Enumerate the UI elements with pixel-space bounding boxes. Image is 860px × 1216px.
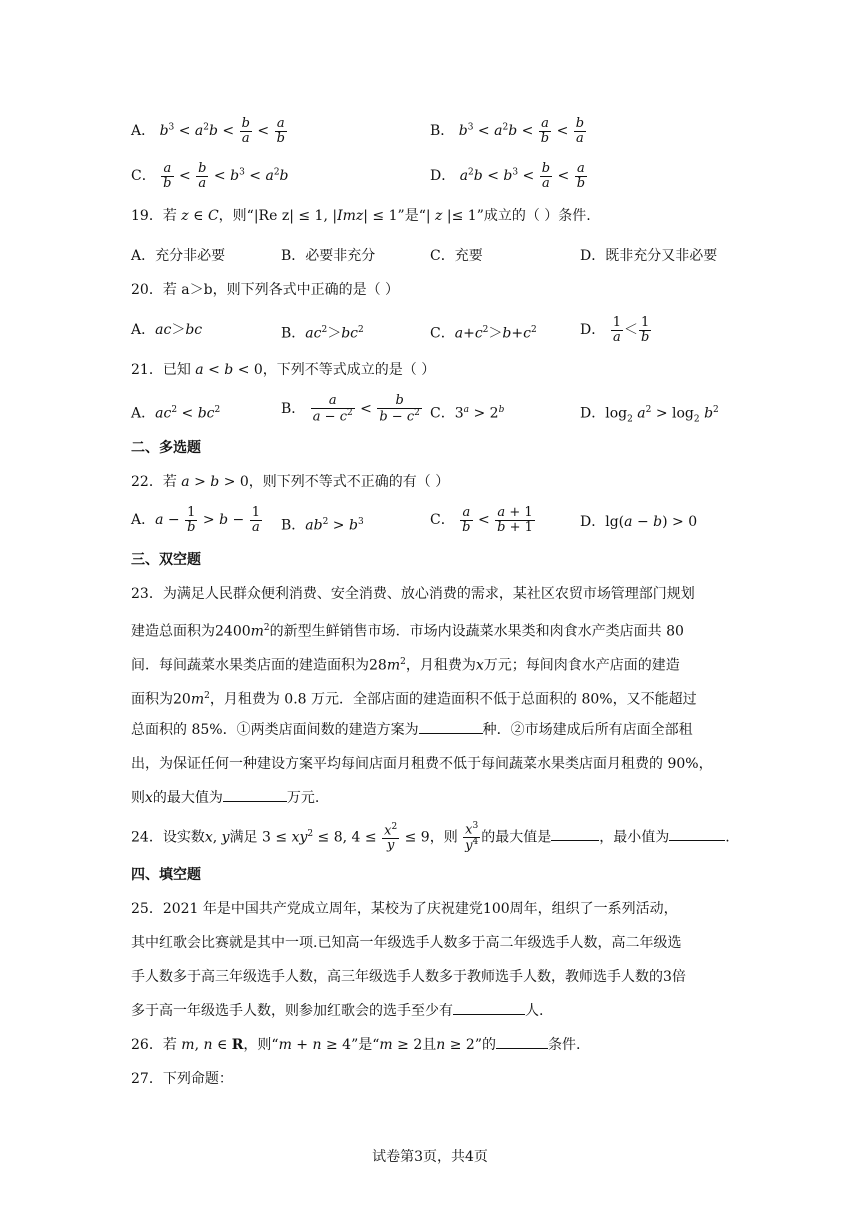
answer-blank (551, 827, 599, 841)
question-25-line-4: 多于高一年级选手人数，则参加红歌会的选手至少有 人. (131, 1003, 544, 1019)
q19-option-a: A．充分非必要 (131, 248, 226, 264)
q21-option-b: B． $\frac{a}{a - c^2}$ < $\frac{b}{b - c^2}$ (281, 393, 420, 424)
question-25-line-3: 手人数多于高三年级选手人数，高三年级选手人数多于教师选手人数，教师选手人数的3倍 (131, 969, 686, 985)
question-20-stem: 20．若 a＞b，则下列各式中正确的是（ ） (131, 282, 400, 298)
q19-option-c: C．充要 (430, 248, 483, 264)
question-27-stem: 27．下列命题： (131, 1071, 233, 1087)
question-23-line-7: 则x的最大值为 万元. (131, 790, 320, 806)
q22-option-c: C． $\frac{a}{b}$ < $\frac{a + 1}{b + 1}$ (430, 505, 533, 535)
section-heading-double-blank: 三、双空题 (131, 552, 201, 568)
q19-option-b: B．必要非充分 (281, 248, 376, 264)
q22-option-d: D．lg(a − b) > 0 (580, 514, 698, 530)
question-23-line-4: 面积为$20m^2$，月租费为 0.8 万元．全部店面的建造面积不低于总面积的 80%，又不能超过 (131, 691, 697, 708)
question-25-line-2: 其中红歌会比赛就是其中一项.已知高一年级选手人数多于高二年级选手人数，高二年级选 (131, 935, 682, 951)
q20-option-d: D． $\frac{1}{a}$ ＜ $\frac{1}{b}$ (580, 315, 650, 345)
q18-option-b: B． $b^3 < a^2b$ < $\frac{a}{b}$ < $\frac{b}{a}$ (430, 116, 585, 146)
question-25-line-1: 25．2021 年是中国共产党成立周年，某校为了庆祝建党100周年，组织了一系列活动， (131, 901, 678, 917)
q20-option-b: B．$ac^2>bc^2$ (281, 325, 364, 342)
answer-blank (223, 788, 287, 802)
q20-option-a: A．ac＞bc (131, 322, 203, 338)
q21-option-d: D．$\log_2 a^2 > \log_2 b^2$ (580, 405, 719, 425)
question-19-stem: 19．若 z ∈ C，则“|Re z| ≤ 1, |Imz| ≤ 1”是“| z |≤ 1”成立的（ ）条件. (131, 208, 591, 224)
question-23-line-6: 出，为保证任何一种建设方案平均每间店面月租费不低于每间蔬菜水果类店面月租费的 90%， (131, 756, 713, 772)
q22-option-b: B．$ab^2 > b^3$ (281, 517, 364, 534)
question-22-stem: 22．若 a > b > 0，则下列不等式不正确的有（ ） (131, 474, 450, 490)
page-footer: 试卷第3页，共4页 (372, 1149, 488, 1165)
question-23-line-5: 总面积的 85%．①两类店面间数的建造方案为 种．②市场建成后所有店面全部租 (131, 722, 693, 738)
section-heading-fill-blank: 四、填空题 (131, 867, 201, 883)
q22-option-a: A．a − $\frac{1}{b}$ > b − $\frac{1}{a}$ (131, 505, 260, 535)
q19-option-d: D．既非充分又非必要 (580, 248, 718, 264)
answer-blank (419, 720, 483, 734)
question-24-stem: 24．设实数x, y满足 $3 \le xy^2 \le 8$, 4 ≤ $\frac{x^2}{y}$ ≤ 9，则 $\frac{x^3}{y^4}$ 的最大值是 ，最小值为 . (131, 821, 730, 854)
question-23-line-1: 23．为满足人民群众便利消费、安全消费、放心消费的需求，某社区农贸市场管理部门规划 (131, 586, 695, 602)
question-26-stem: 26．若 m, n ∈ R，则“m + n ≥ 4”是“m ≥ 2且n ≥ 2”的 条件. (131, 1037, 581, 1053)
answer-blank (453, 1001, 525, 1015)
q18-option-c: C． $\frac{a}{b}$ < $\frac{b}{a}$ < $b^3 < a^2b$ (131, 161, 289, 191)
answer-blank (496, 1035, 548, 1049)
question-21-stem: 21．已知 a < b < 0，下列不等式成立的是（ ） (131, 362, 436, 378)
answer-blank (669, 827, 725, 841)
q18-option-d: D． $a^2b < b^3$ < $\frac{b}{a}$ < $\frac{a}{b}$ (430, 161, 586, 191)
q21-option-a: A．$ac^2 < bc^2$ (131, 405, 221, 422)
q18-option-a: A． $b^3 < a^2b$ < $\frac{b}{a}$ < $\frac{a}{b}$ (131, 116, 285, 146)
q20-option-c: C．$a+c^2>b+c^2$ (430, 325, 537, 342)
q21-option-c: C．$3^a > 2^b$ (430, 405, 505, 422)
question-23-line-2: 建造总面积为$2400m^2$的新型生鲜销售市场．市场内设蔬菜水果类和肉食水产类店面共 80 (131, 623, 684, 640)
question-23-line-3: 间．每间蔬菜水果类店面的建造面积为$28m^2$，月租费为x万元；每间肉食水产店面的建造 (131, 657, 680, 674)
section-heading-multi-choice: 二、多选题 (131, 440, 201, 456)
